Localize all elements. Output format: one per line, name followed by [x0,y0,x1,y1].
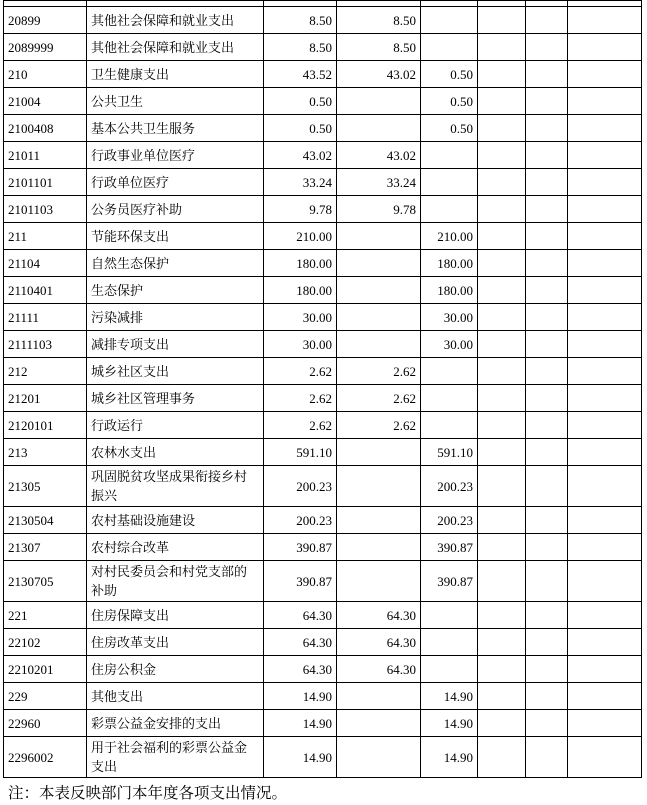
code-cell: 2089999 [4,34,87,61]
code-cell: 21201 [4,385,87,412]
table-row [4,142,642,169]
table-row [4,737,642,778]
empty-cell [568,466,642,507]
table-row [4,439,642,466]
empty-cell [526,142,568,169]
amount-cell [337,466,421,507]
code-cell: 21305 [4,466,87,507]
category-name-cell: 生态保护 [87,277,264,304]
empty-cell [526,61,568,88]
category-name-cell: 农村综合改革 [87,534,264,561]
amount-cell: 180.00 [421,250,478,277]
amount-cell: 8.50 [337,7,421,34]
table-row [4,602,642,629]
amount-cell [421,7,478,34]
category-name-cell: 其他社会保障和就业支出 [87,7,264,34]
amount-cell [421,358,478,385]
empty-cell [526,629,568,656]
total-amount-cell: 33.24 [264,169,337,196]
empty-cell [478,223,526,250]
amount-cell: 64.30 [337,629,421,656]
code-cell: 212 [4,358,87,385]
category-name-cell: 住房公积金 [87,656,264,683]
empty-cell [478,385,526,412]
empty-cell [568,115,642,142]
empty-cell [526,507,568,534]
total-amount-cell: 200.23 [264,466,337,507]
total-amount-cell: 9.78 [264,196,337,223]
category-name-cell: 减排专项支出 [87,331,264,358]
total-amount-cell: 210.00 [264,223,337,250]
total-amount-cell: 180.00 [264,277,337,304]
table-row [4,250,642,277]
empty-cell [568,88,642,115]
empty-cell [568,412,642,439]
empty-cell [568,710,642,737]
empty-cell [568,629,642,656]
empty-cell [568,358,642,385]
code-cell: 20899 [4,7,87,34]
empty-cell [568,683,642,710]
empty-cell [568,507,642,534]
amount-cell: 180.00 [421,277,478,304]
amount-cell [421,169,478,196]
category-name-cell: 住房保障支出 [87,602,264,629]
empty-cell [478,250,526,277]
amount-cell [421,656,478,683]
empty-cell [478,602,526,629]
code-cell: 21307 [4,534,87,561]
table-row [4,561,642,602]
code-cell: 221 [4,602,87,629]
amount-cell: 14.90 [421,737,478,778]
empty-cell [526,439,568,466]
empty-cell [526,602,568,629]
table-row [4,169,642,196]
table-row [4,196,642,223]
code-cell: 22960 [4,710,87,737]
empty-cell [478,656,526,683]
empty-cell [568,534,642,561]
amount-cell: 64.30 [337,656,421,683]
code-cell: 2130504 [4,507,87,534]
empty-cell [478,196,526,223]
table-row [4,629,642,656]
empty-cell [526,115,568,142]
code-cell: 21004 [4,88,87,115]
amount-cell [421,34,478,61]
total-amount-cell: 0.50 [264,115,337,142]
total-amount-cell: 43.52 [264,61,337,88]
empty-cell [526,737,568,778]
table-row [4,115,642,142]
total-amount-cell: 64.30 [264,629,337,656]
category-name-cell: 巩固脱贫攻坚成果衔接乡村振兴 [87,466,264,507]
amount-cell: 9.78 [337,196,421,223]
table-row [4,656,642,683]
category-name-cell: 公共卫生 [87,88,264,115]
amount-cell [421,142,478,169]
amount-cell [337,331,421,358]
empty-cell [526,534,568,561]
category-name-cell: 基本公共卫生服务 [87,115,264,142]
empty-cell [478,561,526,602]
code-cell: 210 [4,61,87,88]
empty-cell [478,115,526,142]
total-amount-cell: 390.87 [264,534,337,561]
category-name-cell: 城乡社区管理事务 [87,385,264,412]
amount-cell: 43.02 [337,142,421,169]
amount-cell [337,277,421,304]
empty-cell [526,656,568,683]
code-cell: 229 [4,683,87,710]
code-cell: 2120101 [4,412,87,439]
amount-cell: 0.50 [421,61,478,88]
empty-cell [568,250,642,277]
total-amount-cell: 64.30 [264,602,337,629]
empty-cell [568,439,642,466]
category-name-cell: 行政事业单位医疗 [87,142,264,169]
category-name-cell: 卫生健康支出 [87,61,264,88]
category-name-cell: 用于社会福利的彩票公益金支出 [87,737,264,778]
table-row [4,61,642,88]
empty-cell [478,61,526,88]
amount-cell: 14.90 [421,683,478,710]
empty-cell [478,412,526,439]
amount-cell: 390.87 [421,561,478,602]
table-row [4,710,642,737]
category-name-cell: 住房改革支出 [87,629,264,656]
code-cell: 211 [4,223,87,250]
empty-cell [478,710,526,737]
total-amount-cell: 8.50 [264,7,337,34]
empty-cell [526,385,568,412]
empty-cell [478,534,526,561]
table-row [4,534,642,561]
category-name-cell: 行政单位医疗 [87,169,264,196]
amount-cell [421,629,478,656]
category-name-cell: 彩票公益金安排的支出 [87,710,264,737]
table-row [4,304,642,331]
empty-cell [478,737,526,778]
amount-cell: 14.90 [421,710,478,737]
category-name-cell: 其他社会保障和就业支出 [87,34,264,61]
category-name-cell: 对村民委员会和村党支部的补助 [87,561,264,602]
empty-cell [526,710,568,737]
total-amount-cell: 591.10 [264,439,337,466]
category-name-cell: 行政运行 [87,412,264,439]
category-name-cell: 节能环保支出 [87,223,264,250]
empty-cell [478,169,526,196]
code-cell: 21011 [4,142,87,169]
empty-cell [478,7,526,34]
total-amount-cell: 0.50 [264,88,337,115]
total-amount-cell: 390.87 [264,561,337,602]
empty-cell [526,331,568,358]
code-cell: 2130705 [4,561,87,602]
empty-cell [478,331,526,358]
amount-cell [337,223,421,250]
amount-cell [337,683,421,710]
empty-cell [526,7,568,34]
code-cell: 2296002 [4,737,87,778]
code-cell: 22102 [4,629,87,656]
empty-cell [478,507,526,534]
amount-cell [337,439,421,466]
table-footnote: 注：本表反映部门本年度各项支出情况。 [8,785,288,802]
total-amount-cell: 14.90 [264,710,337,737]
empty-cell [568,737,642,778]
empty-cell [568,561,642,602]
total-amount-cell: 43.02 [264,142,337,169]
amount-cell [337,507,421,534]
amount-cell: 64.30 [337,602,421,629]
empty-cell [478,683,526,710]
table-row [4,223,642,250]
table-row [4,7,642,34]
empty-cell [478,34,526,61]
code-cell: 2110401 [4,277,87,304]
amount-cell: 0.50 [421,88,478,115]
budget-expenditure-table [3,0,642,778]
amount-cell: 200.23 [421,466,478,507]
amount-cell [421,196,478,223]
category-name-cell: 城乡社区支出 [87,358,264,385]
code-cell: 21104 [4,250,87,277]
amount-cell [337,561,421,602]
amount-cell: 30.00 [421,304,478,331]
total-amount-cell: 14.90 [264,683,337,710]
total-amount-cell: 8.50 [264,34,337,61]
empty-cell [568,304,642,331]
category-name-cell: 公务员医疗补助 [87,196,264,223]
code-cell: 213 [4,439,87,466]
amount-cell: 8.50 [337,34,421,61]
empty-cell [568,34,642,61]
table-row [4,331,642,358]
table-row [4,358,642,385]
total-amount-cell: 2.62 [264,412,337,439]
code-cell: 2100408 [4,115,87,142]
amount-cell [337,250,421,277]
empty-cell [526,466,568,507]
amount-cell [337,710,421,737]
code-cell: 2111103 [4,331,87,358]
empty-cell [568,385,642,412]
empty-cell [568,656,642,683]
amount-cell: 2.62 [337,412,421,439]
empty-cell [568,61,642,88]
amount-cell: 30.00 [421,331,478,358]
empty-cell [568,142,642,169]
total-amount-cell: 2.62 [264,385,337,412]
empty-cell [568,602,642,629]
empty-cell [526,412,568,439]
amount-cell [337,534,421,561]
table-row [4,412,642,439]
total-amount-cell: 200.23 [264,507,337,534]
table-row [4,507,642,534]
amount-cell [337,304,421,331]
empty-cell [568,277,642,304]
empty-cell [568,169,642,196]
total-amount-cell: 2.62 [264,358,337,385]
empty-cell [568,331,642,358]
empty-cell [478,439,526,466]
table-row [4,385,642,412]
empty-cell [526,358,568,385]
empty-cell [478,304,526,331]
category-name-cell: 污染减排 [87,304,264,331]
amount-cell: 200.23 [421,507,478,534]
table-row [4,34,642,61]
amount-cell: 210.00 [421,223,478,250]
category-name-cell: 自然生态保护 [87,250,264,277]
total-amount-cell: 30.00 [264,331,337,358]
amount-cell: 591.10 [421,439,478,466]
table-row [4,277,642,304]
category-name-cell: 其他支出 [87,683,264,710]
amount-cell [421,602,478,629]
empty-cell [526,34,568,61]
empty-cell [478,358,526,385]
empty-cell [526,683,568,710]
empty-cell [568,7,642,34]
code-cell: 2101103 [4,196,87,223]
total-amount-cell: 64.30 [264,656,337,683]
empty-cell [526,250,568,277]
empty-cell [478,277,526,304]
empty-cell [478,466,526,507]
amount-cell [337,115,421,142]
amount-cell: 33.24 [337,169,421,196]
table-row [4,88,642,115]
empty-cell [526,304,568,331]
amount-cell: 43.02 [337,61,421,88]
empty-cell [526,169,568,196]
total-amount-cell: 14.90 [264,737,337,778]
empty-cell [478,88,526,115]
empty-cell [526,196,568,223]
amount-cell: 390.87 [421,534,478,561]
table-row [4,683,642,710]
empty-cell [478,142,526,169]
empty-cell [478,629,526,656]
empty-cell [526,223,568,250]
empty-cell [526,88,568,115]
amount-cell [337,88,421,115]
category-name-cell: 农林水支出 [87,439,264,466]
code-cell: 21111 [4,304,87,331]
empty-cell [526,277,568,304]
amount-cell [421,385,478,412]
table-row [4,466,642,507]
amount-cell [337,737,421,778]
amount-cell: 2.62 [337,358,421,385]
code-cell: 2210201 [4,656,87,683]
empty-cell [568,223,642,250]
code-cell: 2101101 [4,169,87,196]
amount-cell: 2.62 [337,385,421,412]
total-amount-cell: 180.00 [264,250,337,277]
amount-cell: 0.50 [421,115,478,142]
empty-cell [526,561,568,602]
amount-cell [421,412,478,439]
total-amount-cell: 30.00 [264,304,337,331]
empty-cell [568,196,642,223]
category-name-cell: 农村基础设施建设 [87,507,264,534]
